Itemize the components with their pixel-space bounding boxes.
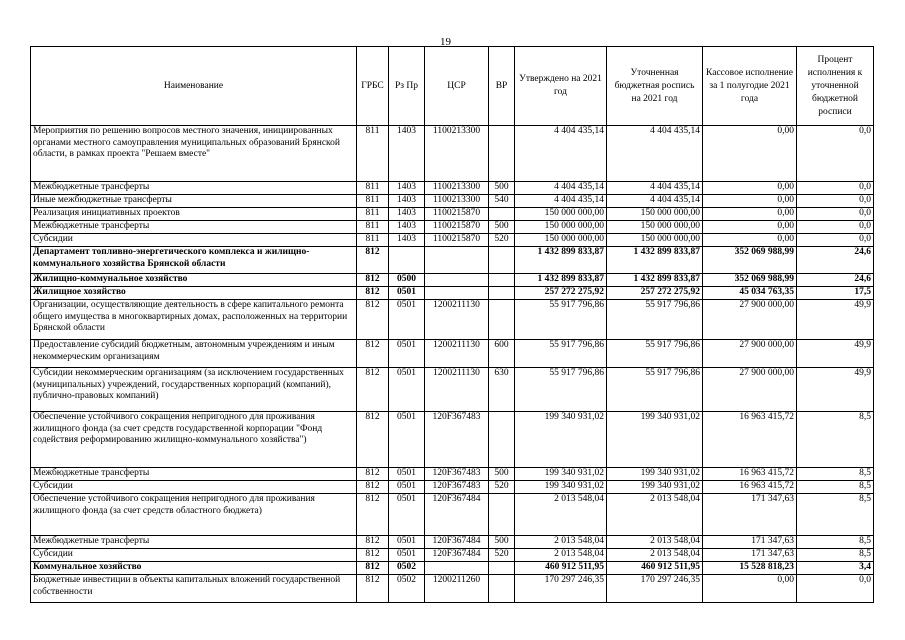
cell-name: Жилищное хозяйство: [31, 287, 357, 300]
cell-approved: 199 340 931,02: [515, 468, 607, 481]
cell-csr: 1200211130: [425, 300, 489, 340]
cell-vr: 500: [489, 536, 515, 549]
cell-rzpr: 1403: [389, 126, 425, 182]
cell-refined: 1 432 899 833,87: [607, 274, 703, 287]
cell-approved: 150 000 000,00: [515, 208, 607, 221]
cell-csr: 1100215870: [425, 208, 489, 221]
table-row: [31, 575, 874, 603]
cell-vr: [489, 274, 515, 287]
cell-vr: 520: [489, 234, 515, 247]
cell-grbs: 811: [357, 208, 389, 221]
cell-vr: [489, 287, 515, 300]
cell-cash: 171 347,63: [703, 494, 797, 536]
cell-cash: 171 347,63: [703, 536, 797, 549]
cell-name: Межбюджетные трансферты: [31, 536, 357, 549]
cell-vr: [489, 300, 515, 340]
budget-execution-table: [30, 46, 874, 603]
cell-refined: 4 404 435,14: [607, 195, 703, 208]
header-percent: Процент исполнения к уточненной бюджетной росписи: [797, 47, 874, 126]
table-row: [31, 494, 874, 536]
cell-name: Субсидии некоммерческим организациям (за исключением государственных (муниципальных) учреждений, государственных корпораций (компаний), публично-правовых компаний): [31, 368, 357, 412]
cell-rzpr: 1403: [389, 208, 425, 221]
cell-grbs: 812: [357, 575, 389, 603]
cell-percent: 0,0: [797, 182, 874, 195]
table-row: [31, 340, 874, 368]
cell-cash: 27 900 000,00: [703, 300, 797, 340]
cell-refined: 150 000 000,00: [607, 234, 703, 247]
cell-rzpr: 1403: [389, 234, 425, 247]
cell-rzpr: 0501: [389, 300, 425, 340]
table-row: [31, 234, 874, 247]
cell-rzpr: [389, 247, 425, 274]
cell-name: Реализация инициативных проектов: [31, 208, 357, 221]
cell-name: Иные межбюджетные трансферты: [31, 195, 357, 208]
cell-refined: 199 340 931,02: [607, 481, 703, 494]
cell-vr: [489, 562, 515, 575]
header-approved: Утверждено на 2021 год: [515, 47, 607, 126]
cell-percent: 49,9: [797, 340, 874, 368]
cell-cash: 0,00: [703, 575, 797, 603]
cell-csr: 120F367483: [425, 412, 489, 468]
cell-rzpr: 0501: [389, 536, 425, 549]
cell-vr: 520: [489, 481, 515, 494]
cell-name: Предоставление субсидий бюджетным, автономным учреждениям и иным некоммерческим организациям: [31, 340, 357, 368]
cell-rzpr: 0501: [389, 494, 425, 536]
cell-rzpr: 0502: [389, 562, 425, 575]
cell-vr: 500: [489, 182, 515, 195]
cell-percent: 49,9: [797, 300, 874, 340]
cell-approved: 55 917 796,86: [515, 340, 607, 368]
cell-approved: 4 404 435,14: [515, 126, 607, 182]
cell-approved: 1 432 899 833,87: [515, 274, 607, 287]
table-row: [31, 274, 874, 287]
table-row: [31, 247, 874, 274]
cell-cash: 0,00: [703, 221, 797, 234]
cell-name: Субсидии: [31, 481, 357, 494]
cell-csr: [425, 274, 489, 287]
header-grbs: ГРБС: [357, 47, 389, 126]
cell-approved: 2 013 548,04: [515, 549, 607, 562]
cell-cash: 0,00: [703, 195, 797, 208]
cell-percent: 49,9: [797, 368, 874, 412]
cell-grbs: 812: [357, 562, 389, 575]
header-csr: ЦСР: [425, 47, 489, 126]
table-row: [31, 300, 874, 340]
cell-grbs: 812: [357, 468, 389, 481]
cell-refined: 257 272 275,92: [607, 287, 703, 300]
cell-percent: 24,6: [797, 274, 874, 287]
cell-csr: 120F367483: [425, 481, 489, 494]
cell-refined: 55 917 796,86: [607, 300, 703, 340]
cell-percent: 17,5: [797, 287, 874, 300]
cell-refined: 150 000 000,00: [607, 208, 703, 221]
table-row: [31, 562, 874, 575]
cell-csr: [425, 247, 489, 274]
cell-vr: [489, 575, 515, 603]
cell-name: Организации, осуществляющие деятельность в сфере капитального ремонта общего имущества в многоквартирных домах, расположенных на территории Брянской области: [31, 300, 357, 340]
cell-approved: 199 340 931,02: [515, 481, 607, 494]
cell-name: Субсидии: [31, 234, 357, 247]
cell-approved: 4 404 435,14: [515, 182, 607, 195]
header-name: Наименование: [31, 47, 357, 126]
cell-refined: 55 917 796,86: [607, 340, 703, 368]
table-row: [31, 195, 874, 208]
table-body: [31, 126, 874, 603]
cell-approved: 199 340 931,02: [515, 412, 607, 468]
cell-csr: 120F367484: [425, 549, 489, 562]
cell-grbs: 812: [357, 340, 389, 368]
cell-rzpr: 0501: [389, 468, 425, 481]
cell-cash: 352 069 988,99: [703, 274, 797, 287]
cell-percent: 8,5: [797, 549, 874, 562]
cell-cash: 45 034 763,35: [703, 287, 797, 300]
cell-refined: 2 013 548,04: [607, 494, 703, 536]
cell-grbs: 812: [357, 368, 389, 412]
cell-cash: 16 963 415,72: [703, 481, 797, 494]
cell-csr: 1200211130: [425, 340, 489, 368]
cell-name: Межбюджетные трансферты: [31, 221, 357, 234]
cell-grbs: 812: [357, 412, 389, 468]
cell-percent: 8,5: [797, 412, 874, 468]
header-refined: Уточненная бюджетная роспись на 2021 год: [607, 47, 703, 126]
cell-vr: 540: [489, 195, 515, 208]
cell-cash: 352 069 988,99: [703, 247, 797, 274]
cell-approved: 55 917 796,86: [515, 368, 607, 412]
cell-rzpr: 0501: [389, 287, 425, 300]
cell-grbs: 811: [357, 195, 389, 208]
cell-approved: 150 000 000,00: [515, 221, 607, 234]
cell-csr: 1100215870: [425, 234, 489, 247]
cell-approved: 257 272 275,92: [515, 287, 607, 300]
cell-grbs: 811: [357, 182, 389, 195]
cell-csr: 120F367484: [425, 536, 489, 549]
cell-percent: 0,0: [797, 195, 874, 208]
table-row: [31, 368, 874, 412]
cell-name: Межбюджетные трансферты: [31, 182, 357, 195]
cell-approved: 4 404 435,14: [515, 195, 607, 208]
cell-vr: 520: [489, 549, 515, 562]
cell-approved: 460 912 511,95: [515, 562, 607, 575]
cell-cash: 27 900 000,00: [703, 368, 797, 412]
cell-name: Коммунальное хозяйство: [31, 562, 357, 575]
cell-cash: 16 963 415,72: [703, 412, 797, 468]
header-cash: Кассовое исполнение за 1 полугодие 2021 года: [703, 47, 797, 126]
cell-name: Межбюджетные трансферты: [31, 468, 357, 481]
cell-refined: 170 297 246,35: [607, 575, 703, 603]
table-header-row: [31, 47, 874, 126]
cell-name: Жилищно-коммунальное хозяйство: [31, 274, 357, 287]
table-row: [31, 221, 874, 234]
cell-rzpr: 1403: [389, 195, 425, 208]
cell-csr: 1100215870: [425, 221, 489, 234]
cell-vr: [489, 208, 515, 221]
cell-csr: 1100213300: [425, 126, 489, 182]
header-rzpr: Рз Пр: [389, 47, 425, 126]
cell-refined: 1 432 899 833,87: [607, 247, 703, 274]
cell-grbs: 812: [357, 536, 389, 549]
cell-grbs: 812: [357, 494, 389, 536]
cell-name: Департамент топливно-энергетического комплекса и жилищно-коммунального хозяйства Брянской области: [31, 247, 357, 274]
cell-cash: 27 900 000,00: [703, 340, 797, 368]
cell-csr: 1200211260: [425, 575, 489, 603]
cell-approved: 2 013 548,04: [515, 536, 607, 549]
table-row: [31, 126, 874, 182]
cell-vr: [489, 494, 515, 536]
cell-approved: 55 917 796,86: [515, 300, 607, 340]
table-row: [31, 208, 874, 221]
table-row: [31, 412, 874, 468]
cell-csr: [425, 562, 489, 575]
cell-percent: 0,0: [797, 126, 874, 182]
cell-approved: 170 297 246,35: [515, 575, 607, 603]
cell-percent: 8,5: [797, 468, 874, 481]
cell-grbs: 811: [357, 221, 389, 234]
cell-vr: [489, 126, 515, 182]
cell-percent: 3,4: [797, 562, 874, 575]
cell-refined: 2 013 548,04: [607, 536, 703, 549]
cell-refined: 4 404 435,14: [607, 126, 703, 182]
cell-vr: 600: [489, 340, 515, 368]
table-row: [31, 536, 874, 549]
cell-refined: 2 013 548,04: [607, 549, 703, 562]
cell-refined: 4 404 435,14: [607, 182, 703, 195]
cell-percent: 8,5: [797, 494, 874, 536]
cell-rzpr: 0500: [389, 274, 425, 287]
cell-cash: 15 528 818,23: [703, 562, 797, 575]
cell-grbs: 812: [357, 549, 389, 562]
cell-rzpr: 0501: [389, 340, 425, 368]
cell-percent: 0,0: [797, 208, 874, 221]
cell-csr: 1200211130: [425, 368, 489, 412]
cell-grbs: 812: [357, 481, 389, 494]
cell-cash: 0,00: [703, 234, 797, 247]
cell-vr: [489, 412, 515, 468]
cell-grbs: 812: [357, 287, 389, 300]
cell-refined: 199 340 931,02: [607, 468, 703, 481]
cell-cash: 171 347,63: [703, 549, 797, 562]
table-row: [31, 481, 874, 494]
cell-rzpr: 0502: [389, 575, 425, 603]
cell-approved: 150 000 000,00: [515, 234, 607, 247]
cell-percent: 0,0: [797, 234, 874, 247]
cell-refined: 460 912 511,95: [607, 562, 703, 575]
cell-rzpr: 1403: [389, 221, 425, 234]
cell-name: Субсидии: [31, 549, 357, 562]
cell-grbs: 812: [357, 300, 389, 340]
cell-vr: 630: [489, 368, 515, 412]
cell-cash: 0,00: [703, 208, 797, 221]
table-row: [31, 287, 874, 300]
page-number: 19: [440, 36, 451, 48]
cell-grbs: 812: [357, 274, 389, 287]
cell-csr: 1100213300: [425, 182, 489, 195]
cell-rzpr: 0501: [389, 481, 425, 494]
cell-percent: 0,0: [797, 575, 874, 603]
cell-name: Мероприятия по решению вопросов местного значения, инициированных органами местного самоуправления муниципальных образований Брянской области, в рамках проекта "Решаем вместе": [31, 126, 357, 182]
cell-grbs: 812: [357, 247, 389, 274]
cell-rzpr: 0501: [389, 368, 425, 412]
cell-refined: 55 917 796,86: [607, 368, 703, 412]
cell-vr: 500: [489, 221, 515, 234]
cell-cash: 0,00: [703, 182, 797, 195]
cell-grbs: 811: [357, 234, 389, 247]
cell-refined: 150 000 000,00: [607, 221, 703, 234]
cell-percent: 24,6: [797, 247, 874, 274]
cell-csr: 1100213300: [425, 195, 489, 208]
cell-percent: 8,5: [797, 536, 874, 549]
cell-vr: 500: [489, 468, 515, 481]
cell-name: Обеспечение устойчивого сокращения непригодного для проживания жилищного фонда (за счет средств государственной корпорации "Фонд содействия реформированию жилищно-коммунального хозяйства"): [31, 412, 357, 468]
cell-rzpr: 0501: [389, 412, 425, 468]
cell-percent: 0,0: [797, 221, 874, 234]
cell-refined: 199 340 931,02: [607, 412, 703, 468]
cell-rzpr: 0501: [389, 549, 425, 562]
table-row: [31, 549, 874, 562]
cell-grbs: 811: [357, 126, 389, 182]
cell-vr: [489, 247, 515, 274]
cell-csr: 120F367484: [425, 494, 489, 536]
cell-csr: [425, 287, 489, 300]
cell-rzpr: 1403: [389, 182, 425, 195]
cell-cash: 16 963 415,72: [703, 468, 797, 481]
cell-name: Бюджетные инвестиции в объекты капитальных вложений государственной собственности: [31, 575, 357, 603]
cell-csr: 120F367483: [425, 468, 489, 481]
cell-approved: 1 432 899 833,87: [515, 247, 607, 274]
table-row: [31, 468, 874, 481]
header-vr: ВР: [489, 47, 515, 126]
cell-percent: 8,5: [797, 481, 874, 494]
cell-cash: 0,00: [703, 126, 797, 182]
cell-approved: 2 013 548,04: [515, 494, 607, 536]
cell-name: Обеспечение устойчивого сокращения непригодного для проживания жилищного фонда (за счет средств областного бюджета): [31, 494, 357, 536]
table-row: [31, 182, 874, 195]
